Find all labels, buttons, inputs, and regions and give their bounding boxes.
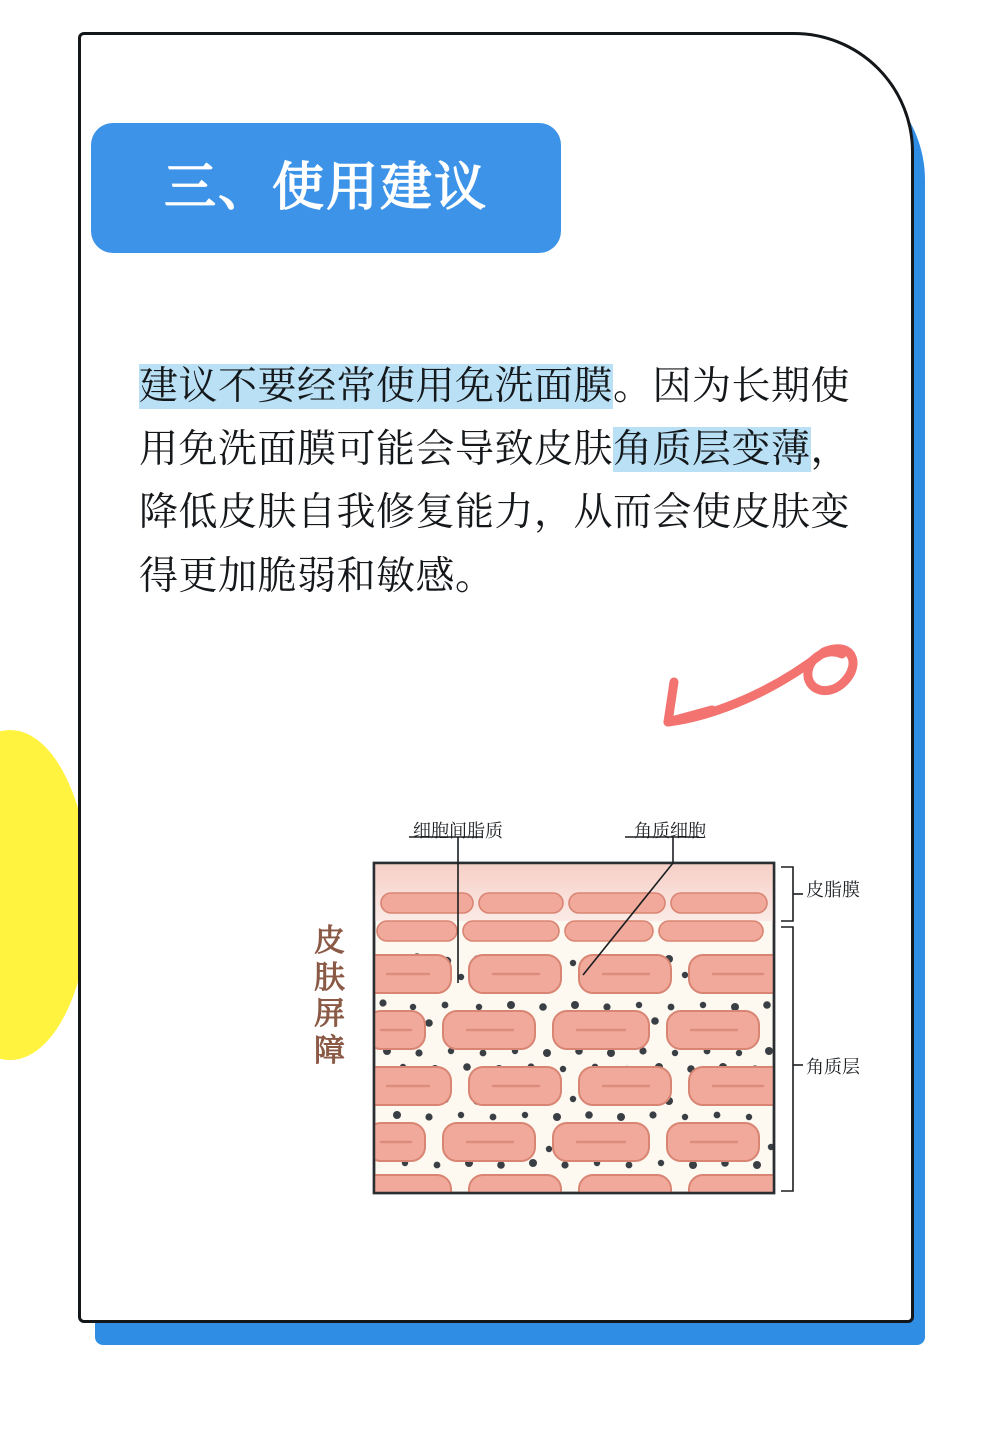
paragraph-highlight-1: 建议不要经常使用免洗面膜 xyxy=(139,365,614,408)
section-heading-chip xyxy=(91,123,561,253)
diagram-vertical-label: 皮肤屏障 xyxy=(314,923,346,1068)
arrow-doodle-icon xyxy=(656,630,866,740)
paragraph-text-2: ，降低皮肤自我修复能力，从而会使皮肤变得更加脆弱和敏感。 xyxy=(139,428,851,598)
label-corneocyte: 角质细胞 xyxy=(634,821,706,841)
label-intercellular-lipid: 细胞间脂质 xyxy=(413,821,503,841)
label-stratum-corneum: 角质层 xyxy=(806,1057,860,1077)
paragraph-text-1: 。因为长期使用免洗面膜可能会导致皮肤 xyxy=(139,365,851,472)
label-sebum-film: 皮脂膜 xyxy=(806,880,860,900)
page-title: 三、使用建议 xyxy=(163,159,488,217)
paragraph-highlight-2: 角质层变薄 xyxy=(613,428,811,472)
yellow-blob-decoration xyxy=(0,730,90,1060)
body-paragraph xyxy=(139,355,879,608)
content-card xyxy=(78,32,914,1323)
skin-barrier-diagram xyxy=(221,775,861,1245)
